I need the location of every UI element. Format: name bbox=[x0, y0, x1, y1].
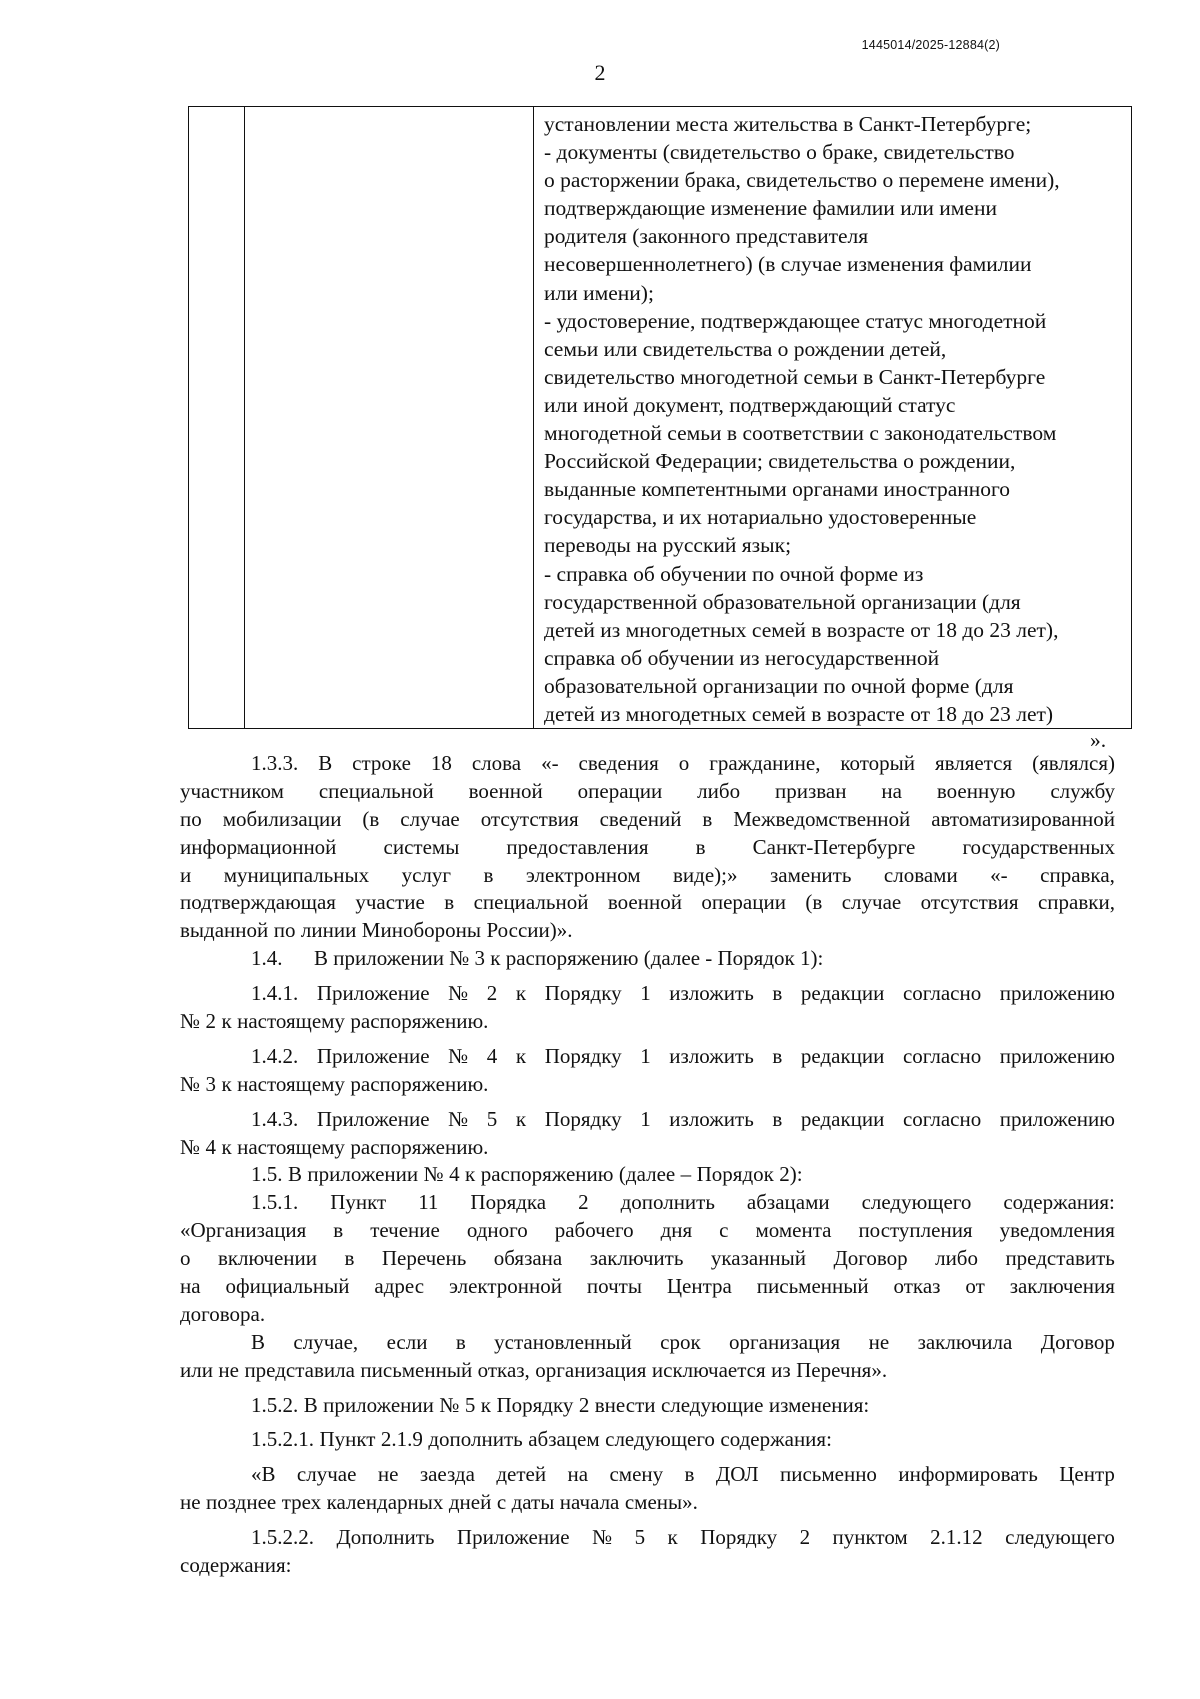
paragraph-line: 1.4. В приложении № 3 к распоряжению (далее - Порядок 1): bbox=[251, 946, 824, 971]
table-cell-line: образовательной организации по очной форме (для bbox=[544, 673, 1014, 698]
page-number: 2 bbox=[594, 60, 606, 85]
paragraph-line: подтверждающая участие в специальной военной операции (в случае отсутствия справки, bbox=[180, 890, 1115, 915]
table-cell-line: справка об обучении из негосударственной bbox=[544, 645, 940, 670]
table-cell-line: семьи или свидетельства о рождении детей, bbox=[544, 336, 947, 361]
table-cell-line: выданные компетентными органами иностранного bbox=[544, 477, 1011, 502]
table-cell-line: несовершеннолетнего) (в случае изменения фамилии bbox=[544, 252, 1032, 277]
paragraph bbox=[180, 1043, 1115, 1099]
requirements-table bbox=[188, 106, 1132, 729]
table-row bbox=[189, 107, 1132, 729]
paragraph-line: «Организация в течение одного рабочего дня с момента поступления уведомления bbox=[180, 1218, 1115, 1243]
paragraph-line: 1.5.2.2. Дополнить Приложение № 5 к Порядку 2 пунктом 2.1.12 следующего bbox=[251, 1525, 1115, 1550]
table-cell-number bbox=[189, 107, 245, 729]
paragraph-line: 1.4.1. Приложение № 2 к Порядку 1 изложить в редакции согласно приложению bbox=[251, 981, 1115, 1006]
paragraph bbox=[180, 1392, 1115, 1420]
table-cell-line: - удостоверение, подтверждающее статус многодетной bbox=[544, 308, 1047, 333]
table-cell-line: многодетной семьи в соответствии с законодательством bbox=[544, 421, 1057, 446]
paragraph bbox=[180, 980, 1115, 1036]
paragraph bbox=[180, 945, 1115, 973]
table-cell-line: - справка об обучении по очной форме из bbox=[544, 561, 924, 586]
paragraph bbox=[180, 1524, 1115, 1580]
paragraph-line: 1.5. В приложении № 4 к распоряжению (далее – Порядок 2): bbox=[251, 1162, 803, 1187]
paragraph-line: договора. bbox=[180, 1301, 266, 1326]
paragraph-line: информационной системы предоставления в Санкт-Петербурге государственных bbox=[180, 834, 1115, 859]
paragraph bbox=[180, 1189, 1115, 1328]
paragraph-line: В случае, если в установленный срок организация не заключила Договор bbox=[251, 1329, 1115, 1354]
paragraph bbox=[180, 1461, 1115, 1517]
paragraph-line: или не представила письменный отказ, организация исключается из Перечня». bbox=[180, 1357, 888, 1382]
paragraph-line: № 4 к настоящему распоряжению. bbox=[180, 1134, 489, 1159]
paragraph bbox=[180, 750, 1115, 945]
paragraph-line: № 3 к настоящему распоряжению. bbox=[180, 1071, 489, 1096]
paragraph bbox=[180, 1426, 1115, 1454]
table-cell-line: - документы (свидетельство о браке, свидетельство bbox=[544, 140, 1015, 165]
table-cell-line: родителя (законного представителя bbox=[544, 224, 869, 249]
paragraph-line: по мобилизации (в случае отсутствия сведений в Межведомственной автоматизированной bbox=[180, 806, 1115, 831]
paragraph bbox=[180, 1161, 1115, 1189]
paragraph-line: «В случае не заезда детей на смену в ДОЛ письменно информировать Центр bbox=[251, 1462, 1115, 1487]
document-id: 1445014/2025-12884(2) bbox=[861, 38, 1000, 52]
table-cell-line: установлении места жительства в Санкт-Петербурге; bbox=[544, 112, 1032, 136]
paragraph-line: 1.5.1. Пункт 11 Порядка 2 дополнить абзацами следующего содержания: bbox=[251, 1190, 1115, 1215]
table-cell-line: свидетельство многодетной семьи в Санкт-Петербурге bbox=[544, 364, 1046, 389]
closing-quote: ». bbox=[1090, 728, 1107, 752]
paragraph-line: и муниципальных услуг в электронном виде);» заменить словами «- справка, bbox=[180, 862, 1115, 887]
paragraph bbox=[180, 1106, 1115, 1162]
table-cell-name bbox=[245, 107, 534, 729]
table-cell-line: государственной образовательной организации (для bbox=[544, 589, 1021, 614]
paragraph-line: выданной по линии Минобороны России)». bbox=[180, 918, 573, 943]
paragraph-line: на официальный адрес электронной почты Центра письменный отказ от заключения bbox=[180, 1274, 1115, 1299]
paragraph bbox=[180, 1329, 1115, 1385]
paragraph-line: 1.3.3. В строке 18 слова «- сведения о гражданине, который является (являлся) bbox=[251, 751, 1115, 775]
table-cell-line: или иной документ, подтверждающий статус bbox=[544, 392, 956, 417]
table-cell-line: детей из многодетных семей в возрасте от 18 до 23 лет) bbox=[544, 701, 1054, 726]
paragraph-line: 1.5.2. В приложении № 5 к Порядку 2 внести следующие изменения: bbox=[251, 1392, 870, 1417]
paragraph-line: 1.4.3. Приложение № 5 к Порядку 1 изложить в редакции согласно приложению bbox=[251, 1106, 1115, 1131]
table-cell-documents bbox=[534, 107, 1132, 729]
table-cell-line: государства, и их нотариально удостоверенные bbox=[544, 505, 977, 530]
paragraph-line: содержания: bbox=[180, 1553, 292, 1578]
paragraph-line: 1.4.2. Приложение № 4 к Порядку 1 изложить в редакции согласно приложению bbox=[251, 1043, 1115, 1068]
paragraph-line: о включении в Перечень обязана заключить указанный Договор либо представить bbox=[180, 1246, 1115, 1271]
table-cell-line: о расторжении брака, свидетельство о перемене имени), bbox=[544, 168, 1060, 193]
paragraph-line: участником специальной военной операции либо призван на военную службу bbox=[180, 778, 1115, 803]
table-cell-line: детей из многодетных семей в возрасте от 18 до 23 лет), bbox=[544, 617, 1059, 642]
paragraph-line: № 2 к настоящему распоряжению. bbox=[180, 1009, 489, 1034]
table-cell-line: Российской Федерации; свидетельства о рождении, bbox=[544, 449, 1016, 474]
paragraph-line: не позднее трех календарных дней с даты начала смены». bbox=[180, 1490, 698, 1515]
document-body bbox=[180, 750, 1115, 1580]
table-cell-line: или имени); bbox=[544, 280, 654, 305]
table-cell-line: переводы на русский язык; bbox=[544, 533, 792, 558]
table-cell-line: подтверждающие изменение фамилии или имени bbox=[544, 196, 997, 221]
paragraph-line: 1.5.2.1. Пункт 2.1.9 дополнить абзацем следующего содержания: bbox=[251, 1427, 832, 1452]
